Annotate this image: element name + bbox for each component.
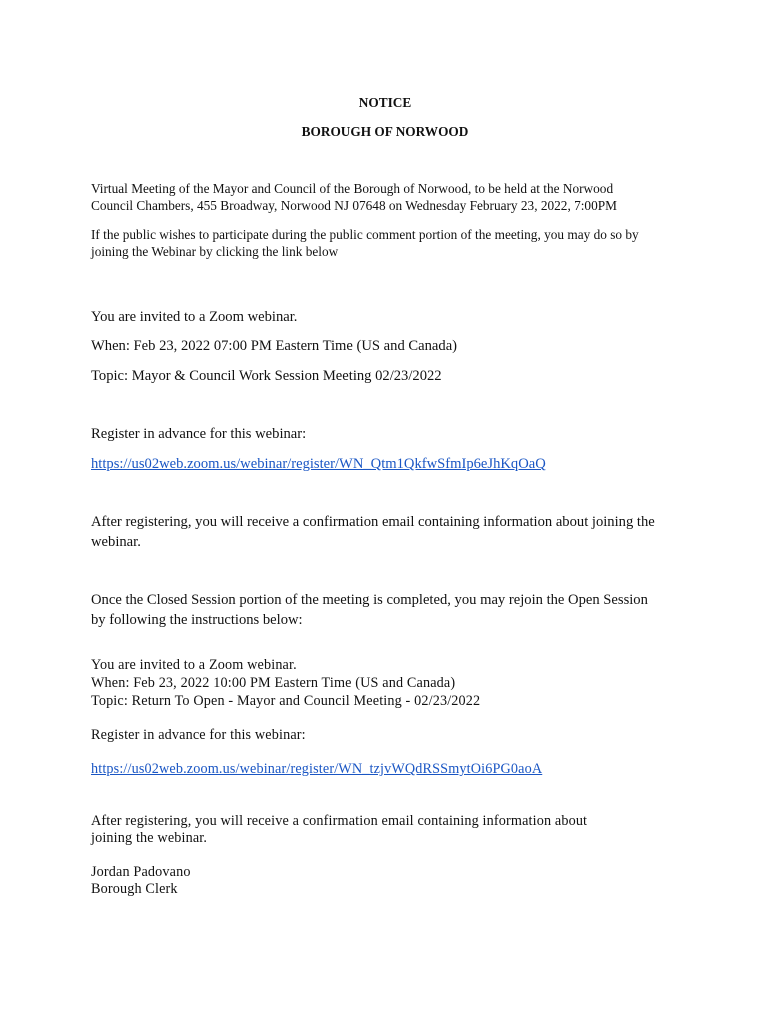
- webinar1-topic: Topic: Mayor & Council Work Session Meeting 02/23/2022: [91, 368, 442, 384]
- intro-line-4: joining the Webinar by clicking the link below: [91, 244, 339, 259]
- signature-title: Borough Clerk: [91, 881, 178, 897]
- webinar1-register-link[interactable]: https://us02web.zoom.us/webinar/register/WN_Qtm1QkfwSfmIp6eJhKqOaQ: [91, 456, 546, 472]
- webinar2-after-line-2: joining the webinar.: [91, 830, 208, 846]
- webinar1-after-line-2: webinar.: [91, 534, 141, 550]
- signature-name: Jordan Padovano: [91, 864, 191, 880]
- webinar1-when: When: Feb 23, 2022 07:00 PM Eastern Time (US and Canada): [91, 338, 458, 354]
- webinar2-register-label: Register in advance for this webinar:: [91, 727, 306, 743]
- webinar2-register-link[interactable]: https://us02web.zoom.us/webinar/register/WN_tzjvWQdRSSmytOi6PG0aoA: [91, 761, 543, 777]
- closed-session-line-1: Once the Closed Session portion of the meeting is completed, you may rejoin the Open Session: [91, 592, 648, 608]
- intro-line-1: Virtual Meeting of the Mayor and Council of the Borough of Norwood, to be held at the Norwood: [91, 181, 614, 196]
- webinar1-register-label: Register in advance for this webinar:: [91, 426, 307, 442]
- webinar2-when: When: Feb 23, 2022 10:00 PM Eastern Time (US and Canada): [91, 675, 456, 691]
- webinar2-topic: Topic: Return To Open - Mayor and Council Meeting - 02/23/2022: [91, 693, 481, 709]
- webinar1-invite: You are invited to a Zoom webinar.: [91, 309, 298, 325]
- notice-heading: NOTICE: [358, 95, 412, 110]
- closed-session-line-2: by following the instructions below:: [91, 612, 303, 628]
- webinar1-after-line-1: After registering, you will receive a confirmation email containing information about joining the: [91, 514, 655, 530]
- webinar2-after-line-1: After registering, you will receive a confirmation email containing information about: [91, 813, 588, 829]
- webinar2-invite: You are invited to a Zoom webinar.: [91, 657, 297, 673]
- intro-line-3: If the public wishes to participate during the public comment portion of the meeting, you may do so by: [91, 227, 639, 242]
- intro-line-2: Council Chambers, 455 Broadway, Norwood NJ 07648 on Wednesday February 23, 2022, 7:00PM: [91, 198, 617, 213]
- borough-heading: BOROUGH OF NORWOOD: [301, 124, 469, 139]
